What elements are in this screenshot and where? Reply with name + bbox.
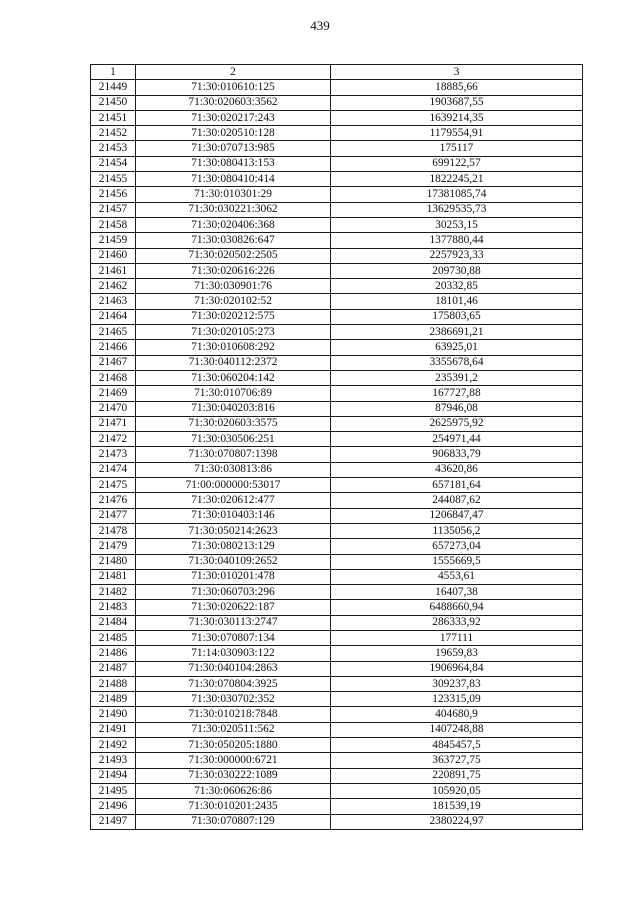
value-cell: 286333,92	[331, 615, 583, 630]
cadastral-number-cell: 71:30:020603:3575	[136, 416, 331, 431]
table-row	[91, 814, 583, 829]
value-cell: 220891,75	[331, 768, 583, 783]
cadastral-number-cell: 71:30:040109:2652	[136, 554, 331, 569]
table-row	[91, 248, 583, 263]
cadastral-number-cell: 71:30:020102:52	[136, 294, 331, 309]
value-cell: 43620,86	[331, 462, 583, 477]
table-row	[91, 600, 583, 615]
table-row	[91, 462, 583, 477]
table-row	[91, 493, 583, 508]
row-number-cell: 21487	[91, 661, 136, 676]
row-number-cell: 21452	[91, 126, 136, 141]
cadastral-number-cell: 71:30:020510:128	[136, 126, 331, 141]
cadastral-number-cell: 71:30:030826:647	[136, 233, 331, 248]
value-cell: 1639214,35	[331, 110, 583, 125]
value-cell: 1135056,2	[331, 523, 583, 538]
cadastral-number-cell: 71:30:070713:985	[136, 141, 331, 156]
cadastral-number-cell: 71:30:050205:1880	[136, 738, 331, 753]
cadastral-number-cell: 71:30:080213:129	[136, 539, 331, 554]
cadastral-number-cell: 71:30:030113:2747	[136, 615, 331, 630]
row-number-cell: 21485	[91, 630, 136, 645]
value-cell: 167727,88	[331, 386, 583, 401]
row-number-cell: 21460	[91, 248, 136, 263]
value-cell: 2257923,33	[331, 248, 583, 263]
table-row	[91, 294, 583, 309]
table-row	[91, 523, 583, 538]
value-cell: 177111	[331, 630, 583, 645]
cadastral-number-cell: 71:30:060703:296	[136, 585, 331, 600]
value-cell: 1822245,21	[331, 172, 583, 187]
table-row	[91, 309, 583, 324]
cadastral-number-cell: 71:30:020603:3562	[136, 95, 331, 110]
value-cell: 19659,83	[331, 646, 583, 661]
row-number-cell: 21494	[91, 768, 136, 783]
table-row	[91, 799, 583, 814]
table-row	[91, 676, 583, 691]
value-cell: 1377880,44	[331, 233, 583, 248]
table-row	[91, 172, 583, 187]
cadastral-number-cell: 71:30:010218:7848	[136, 707, 331, 722]
value-cell: 1555669,5	[331, 554, 583, 569]
table-row	[91, 325, 583, 340]
cadastral-number-cell: 71:30:040104:2863	[136, 661, 331, 676]
value-cell: 4845457,5	[331, 738, 583, 753]
value-cell: 363727,75	[331, 753, 583, 768]
column-header-3: 3	[331, 65, 583, 80]
row-number-cell: 21463	[91, 294, 136, 309]
row-number-cell: 21472	[91, 432, 136, 447]
table-row	[91, 416, 583, 431]
table-row	[91, 202, 583, 217]
row-number-cell: 21455	[91, 172, 136, 187]
row-number-cell: 21470	[91, 401, 136, 416]
row-number-cell: 21467	[91, 355, 136, 370]
cadastral-number-cell: 71:30:030506:251	[136, 432, 331, 447]
row-number-cell: 21457	[91, 202, 136, 217]
value-cell: 404680,9	[331, 707, 583, 722]
row-number-cell: 21450	[91, 95, 136, 110]
value-cell: 6488660,94	[331, 600, 583, 615]
table-row	[91, 508, 583, 523]
cadastral-number-cell: 71:30:060626:86	[136, 783, 331, 798]
cadastral-number-cell: 71:30:070804:3925	[136, 676, 331, 691]
page-number: 439	[310, 18, 330, 33]
cadastral-number-cell: 71:30:030901:76	[136, 279, 331, 294]
table-row	[91, 141, 583, 156]
value-cell: 18101,46	[331, 294, 583, 309]
value-cell: 17381085,74	[331, 187, 583, 202]
cadastral-number-cell: 71:30:020511:562	[136, 722, 331, 737]
row-number-cell: 21495	[91, 783, 136, 798]
table-row	[91, 126, 583, 141]
row-number-cell: 21476	[91, 493, 136, 508]
column-header-2: 2	[136, 65, 331, 80]
cadastral-number-cell: 71:30:040112:2372	[136, 355, 331, 370]
row-number-cell: 21449	[91, 80, 136, 95]
cadastral-number-cell: 71:30:010608:292	[136, 340, 331, 355]
value-cell: 1407248,88	[331, 722, 583, 737]
cadastral-number-cell: 71:30:020217:243	[136, 110, 331, 125]
table-row	[91, 447, 583, 462]
row-number-cell: 21464	[91, 309, 136, 324]
cadastral-number-cell: 71:30:070807:1398	[136, 447, 331, 462]
table-row	[91, 386, 583, 401]
cadastral-number-cell: 71:30:080413:153	[136, 156, 331, 171]
cadastral-number-cell: 71:14:030903:122	[136, 646, 331, 661]
row-number-cell: 21456	[91, 187, 136, 202]
table-row	[91, 630, 583, 645]
value-cell: 906833,79	[331, 447, 583, 462]
row-number-cell: 21465	[91, 325, 136, 340]
cadastral-number-cell: 71:30:020612:477	[136, 493, 331, 508]
table-row	[91, 615, 583, 630]
table-row	[91, 768, 583, 783]
value-cell: 657273,04	[331, 539, 583, 554]
cadastral-number-cell: 71:30:020616:226	[136, 263, 331, 278]
table-row	[91, 692, 583, 707]
table-row	[91, 753, 583, 768]
cadastral-number-cell: 71:30:010201:2435	[136, 799, 331, 814]
value-cell: 657181,64	[331, 478, 583, 493]
row-number-cell: 21484	[91, 615, 136, 630]
table-row	[91, 263, 583, 278]
row-number-cell: 21475	[91, 478, 136, 493]
value-cell: 699122,57	[331, 156, 583, 171]
table-row	[91, 187, 583, 202]
table-row	[91, 783, 583, 798]
table-row	[91, 217, 583, 232]
value-cell: 1906964,84	[331, 661, 583, 676]
row-number-cell: 21478	[91, 523, 136, 538]
table-row	[91, 646, 583, 661]
value-cell: 30253,15	[331, 217, 583, 232]
row-number-cell: 21492	[91, 738, 136, 753]
table-row	[91, 279, 583, 294]
cadastral-number-cell: 71:30:060204:142	[136, 370, 331, 385]
table-row	[91, 95, 583, 110]
row-number-cell: 21453	[91, 141, 136, 156]
value-cell: 2380224,97	[331, 814, 583, 829]
row-number-cell: 21482	[91, 585, 136, 600]
value-cell: 63925,01	[331, 340, 583, 355]
value-cell: 3355678,64	[331, 355, 583, 370]
cadastral-number-cell: 71:30:020105:273	[136, 325, 331, 340]
row-number-cell: 21481	[91, 569, 136, 584]
value-cell: 16407,38	[331, 585, 583, 600]
table-row	[91, 432, 583, 447]
row-number-cell: 21489	[91, 692, 136, 707]
table-row	[91, 80, 583, 95]
cadastral-number-cell: 71:30:010403:146	[136, 508, 331, 523]
table-row	[91, 738, 583, 753]
value-cell: 105920,05	[331, 783, 583, 798]
value-cell: 2386691,21	[331, 325, 583, 340]
cadastral-number-cell: 71:30:040203:816	[136, 401, 331, 416]
row-number-cell: 21462	[91, 279, 136, 294]
value-cell: 2625975,92	[331, 416, 583, 431]
value-cell: 209730,88	[331, 263, 583, 278]
row-number-cell: 21497	[91, 814, 136, 829]
row-number-cell: 21473	[91, 447, 136, 462]
table-header-row	[91, 65, 583, 80]
row-number-cell: 21451	[91, 110, 136, 125]
cadastral-number-cell: 71:30:020212:575	[136, 309, 331, 324]
row-number-cell: 21491	[91, 722, 136, 737]
cadastral-number-cell: 71:30:050214:2623	[136, 523, 331, 538]
cadastral-number-cell: 71:30:010301:29	[136, 187, 331, 202]
row-number-cell: 21488	[91, 676, 136, 691]
table-row	[91, 661, 583, 676]
table-row	[91, 478, 583, 493]
row-number-cell: 21468	[91, 370, 136, 385]
cadastral-number-cell: 71:30:070807:134	[136, 630, 331, 645]
cadastral-number-cell: 71:30:030702:352	[136, 692, 331, 707]
cadastral-number-cell: 71:30:010610:125	[136, 80, 331, 95]
cadastral-number-cell: 71:30:030222:1089	[136, 768, 331, 783]
value-cell: 13629535,73	[331, 202, 583, 217]
row-number-cell: 21469	[91, 386, 136, 401]
row-number-cell: 21483	[91, 600, 136, 615]
cadastral-number-cell: 71:30:020502:2505	[136, 248, 331, 263]
row-number-cell: 21458	[91, 217, 136, 232]
row-number-cell: 21459	[91, 233, 136, 248]
table-row	[91, 554, 583, 569]
table-row	[91, 569, 583, 584]
table-row	[91, 156, 583, 171]
table-row	[91, 722, 583, 737]
table-row	[91, 707, 583, 722]
value-cell: 1206847,47	[331, 508, 583, 523]
row-number-cell: 21461	[91, 263, 136, 278]
cadastral-number-cell: 71:30:020622:187	[136, 600, 331, 615]
value-cell: 175803,65	[331, 309, 583, 324]
value-cell: 181539,19	[331, 799, 583, 814]
table-row	[91, 110, 583, 125]
table-row	[91, 340, 583, 355]
cadastral-number-cell: 71:30:080410:414	[136, 172, 331, 187]
row-number-cell: 21486	[91, 646, 136, 661]
row-number-cell: 21479	[91, 539, 136, 554]
cadastral-number-cell: 71:30:000000:6721	[136, 753, 331, 768]
table-row	[91, 585, 583, 600]
table-row	[91, 233, 583, 248]
value-cell: 309237,83	[331, 676, 583, 691]
row-number-cell: 21490	[91, 707, 136, 722]
row-number-cell: 21454	[91, 156, 136, 171]
value-cell: 235391,2	[331, 370, 583, 385]
value-cell: 123315,09	[331, 692, 583, 707]
value-cell: 175117	[331, 141, 583, 156]
value-cell: 20332,85	[331, 279, 583, 294]
cadastral-number-cell: 71:30:010706:89	[136, 386, 331, 401]
value-cell: 18885,66	[331, 80, 583, 95]
value-cell: 4553,61	[331, 569, 583, 584]
value-cell: 254971,44	[331, 432, 583, 447]
row-number-cell: 21480	[91, 554, 136, 569]
row-number-cell: 21474	[91, 462, 136, 477]
table-row	[91, 355, 583, 370]
row-number-cell: 21477	[91, 508, 136, 523]
cadastral-number-cell: 71:30:070807:129	[136, 814, 331, 829]
column-header-1: 1	[91, 65, 136, 80]
cadastral-number-cell: 71:30:020406:368	[136, 217, 331, 232]
row-number-cell: 21466	[91, 340, 136, 355]
value-cell: 1179554,91	[331, 126, 583, 141]
value-cell: 87946,08	[331, 401, 583, 416]
cadastral-number-cell: 71:30:030221:3062	[136, 202, 331, 217]
table-row	[91, 539, 583, 554]
cadastral-number-cell: 71:30:030813:86	[136, 462, 331, 477]
row-number-cell: 21493	[91, 753, 136, 768]
cadastral-number-cell: 71:30:010201:478	[136, 569, 331, 584]
row-number-cell: 21496	[91, 799, 136, 814]
registry-table	[90, 64, 583, 830]
value-cell: 1903687,55	[331, 95, 583, 110]
row-number-cell: 21471	[91, 416, 136, 431]
table-row	[91, 370, 583, 385]
table-row	[91, 401, 583, 416]
value-cell: 244087,62	[331, 493, 583, 508]
table-body	[91, 80, 583, 830]
cadastral-number-cell: 71:00:000000:53017	[136, 478, 331, 493]
